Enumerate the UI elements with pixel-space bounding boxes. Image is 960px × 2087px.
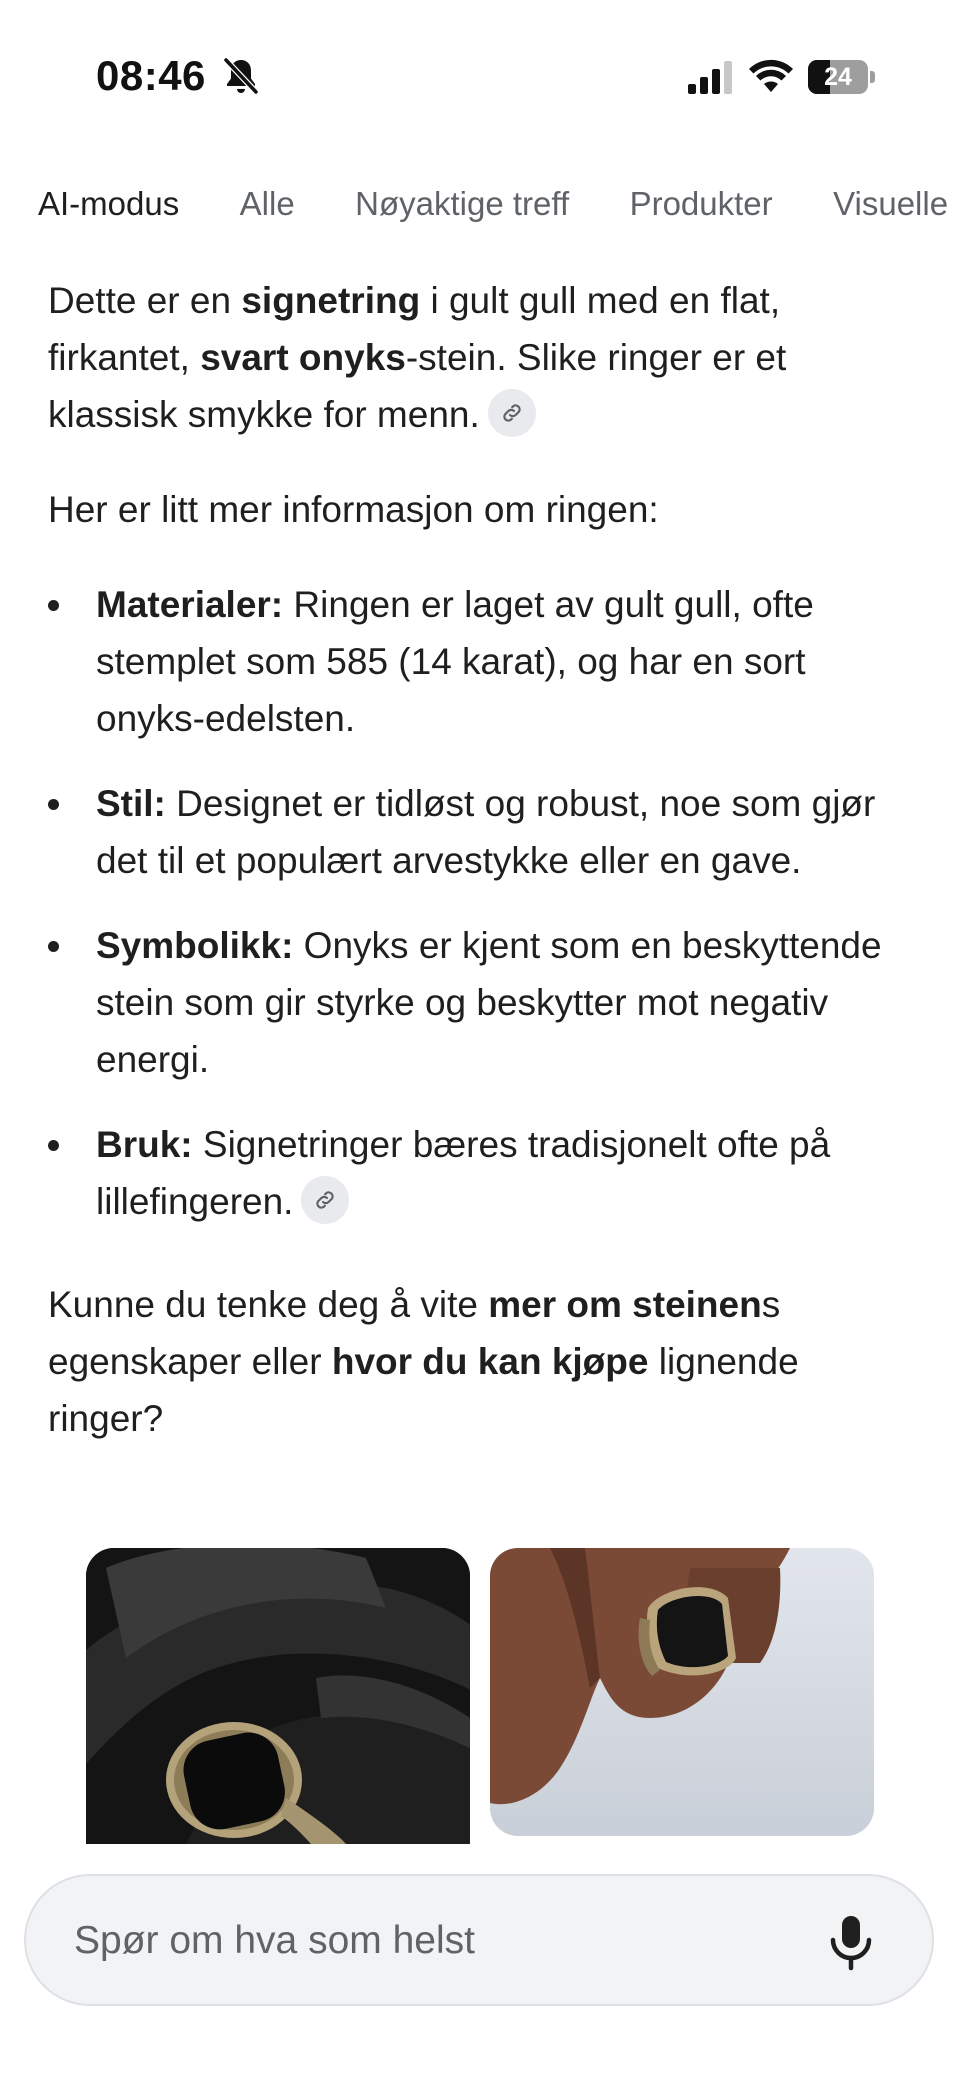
list-item: Bruk: Signetringer bæres tradisjonelt ofte på lillefingeren. (48, 1116, 898, 1230)
link-mer-om-steinen[interactable]: mer om steinen (488, 1284, 762, 1325)
term-signetring: signetring (241, 280, 421, 321)
list-item: Symbolikk: Onyks er kjent som en beskyttende stein som gir styrke og beskytter mot negativ energi. (48, 917, 898, 1088)
ring-image-1[interactable] (86, 1548, 470, 1844)
wifi-icon (748, 56, 794, 96)
bell-off-icon (222, 56, 260, 96)
tab-produkter[interactable]: Produkter (629, 185, 773, 222)
list-item: Materialer: Ringen er laget av gult gull, ofte stemplet som 585 (14 karat), og har en sort onyks-edelsten. (48, 576, 898, 747)
term-svart-onyks: svart onyks (200, 337, 406, 378)
tab-noyaktige-treff[interactable]: Nøyaktige treff (355, 185, 570, 222)
battery-icon (808, 60, 876, 94)
link-icon (500, 401, 524, 425)
info-list (48, 576, 898, 1230)
tab-alle[interactable]: Alle (239, 185, 295, 222)
source-link-button[interactable] (301, 1176, 349, 1224)
status-time: 08:46 (96, 52, 206, 99)
answer-intro: Dette er en signetring i gult gull med en flat, firkantet, svart onyks-stein. Slike ringer er et klassisk smykke for menn. (48, 272, 898, 443)
tab-visuelle[interactable]: Visuelle (833, 185, 949, 222)
follow-up-question: Kunne du tenke deg å vite mer om steinens egenskaper eller hvor du kan kjøpe lignende ringer? (48, 1284, 799, 1439)
ring-image-2[interactable] (490, 1548, 874, 1836)
link-icon (313, 1188, 337, 1212)
source-link-button[interactable] (488, 389, 536, 437)
microphone-button[interactable] (816, 1906, 886, 1976)
microphone-icon (816, 1906, 886, 1976)
ask-anything-bar[interactable] (24, 1874, 934, 2006)
ai-answer (48, 272, 898, 1447)
list-item: Stil: Designet er tidløst og robust, noe som gjør det til et populært arvestykke eller en gave. (48, 775, 898, 889)
tab-ai-modus[interactable]: AI-modus (38, 185, 180, 222)
answer-lead: Her er litt mer informasjon om ringen: (48, 489, 659, 530)
battery-level: 24 (824, 63, 852, 91)
link-hvor-du-kan-kjope[interactable]: hvor du kan kjøpe (331, 1341, 649, 1382)
status-bar (0, 0, 960, 160)
search-tabs (38, 176, 960, 232)
search-input[interactable] (72, 1876, 796, 2006)
cellular-signal-icon (686, 60, 734, 96)
